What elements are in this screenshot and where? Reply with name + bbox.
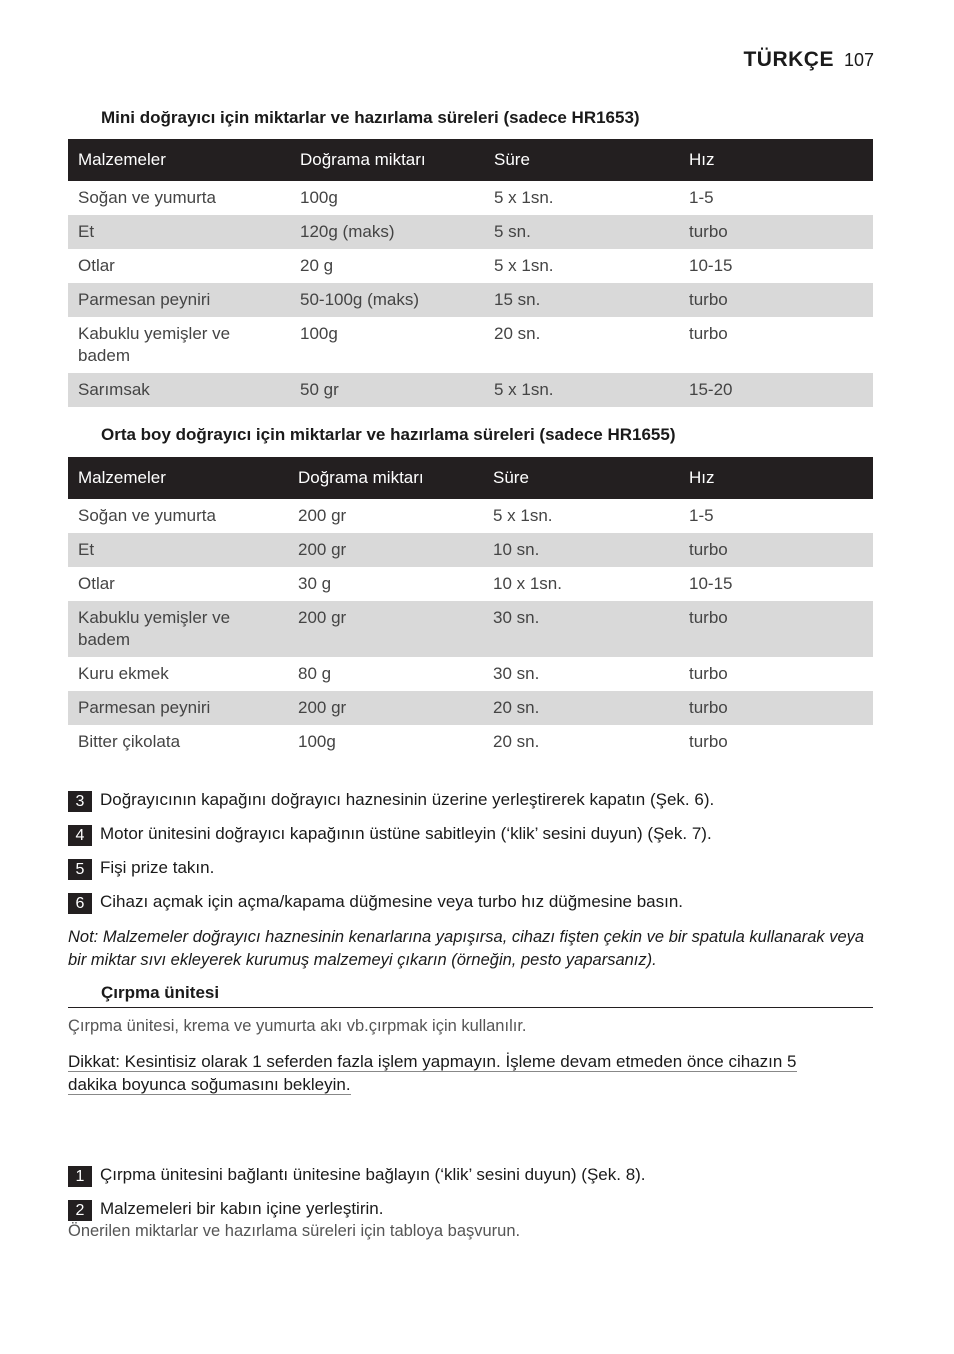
step-item xyxy=(68,892,683,914)
table1-title: Mini doğrayıcı için miktarlar ve hazırlama süreleri (sadece HR1653) xyxy=(101,108,640,127)
table-cell: Sarımsak xyxy=(68,373,290,407)
column-header: Malzemeler xyxy=(68,457,288,499)
step-text: Motor ünitesini doğrayıcı kapağının üstüne sabitleyin (‘klik’ sesini duyun) (Şek. 7). xyxy=(100,824,712,843)
table-cell: 120g (maks) xyxy=(290,215,484,249)
table-row xyxy=(68,373,873,407)
table-cell: Kabuklu yemişler ve badem xyxy=(78,324,231,365)
table-cell: 5 x 1sn. xyxy=(484,373,679,407)
column-header: Süre xyxy=(483,457,679,499)
table-cell: turbo xyxy=(679,283,873,317)
table-cell: 5 x 1sn. xyxy=(494,256,554,275)
language-label: TÜRKÇE xyxy=(743,48,834,71)
step-item xyxy=(68,824,712,846)
step-number: 2 xyxy=(68,1200,92,1221)
caution-line: dakika boyunca soğumasını bekleyin. xyxy=(68,1075,351,1094)
table-cell: 10 x 1sn. xyxy=(493,574,562,593)
table-cell: 5 x 1sn. xyxy=(493,506,553,525)
table-cell: turbo xyxy=(689,664,728,683)
table-row xyxy=(68,601,873,657)
note-text: Not: Malzemeler doğrayıcı haznesinin kenarlarına yapışırsa, cihazı fişten çekin ve bir spatula kullanarak veya bir miktar sıvı ekleyerek kurumuş malzemeyi çıkarın (örneğin, pesto yaparsanız). xyxy=(68,928,865,969)
step-text: Malzemeleri bir kabın içine yerleştirin. xyxy=(100,1199,384,1218)
table-cell: Parmesan peyniri xyxy=(68,691,288,725)
whisk-heading: Çırpma ünitesi xyxy=(101,983,220,1002)
step-number: 6 xyxy=(68,893,92,914)
table-row xyxy=(68,181,873,215)
column-header: Hız xyxy=(679,457,873,499)
table-row xyxy=(68,657,873,691)
column-header: Malzemeler xyxy=(68,139,290,181)
table-cell: 20 sn. xyxy=(493,732,540,751)
table-cell: turbo xyxy=(679,691,873,725)
table-cell: 200 gr xyxy=(288,601,483,657)
table-cell: 200 gr xyxy=(288,533,483,567)
step-text: Çırpma ünitesini bağlantı ünitesine bağlayın (‘klik’ sesini duyun) (Şek. 8). xyxy=(100,1165,646,1184)
table-cell: Et xyxy=(68,533,288,567)
table-cell: 15-20 xyxy=(679,373,873,407)
table-cell: Kabuklu yemişler ve badem xyxy=(68,601,288,657)
table-cell: Kuru ekmek xyxy=(78,664,169,683)
table-cell: 20 sn. xyxy=(494,324,541,343)
table-cell: Bitter çikolata xyxy=(78,732,181,751)
table-cell: 10-15 xyxy=(689,574,733,593)
table-cell: 30 sn. xyxy=(493,664,540,683)
table-cell: Otlar xyxy=(78,256,115,275)
table-header-row xyxy=(68,457,873,499)
table-cell: Parmesan peyniri xyxy=(68,283,290,317)
table-cell: 30 g xyxy=(298,574,332,593)
table-cell: Soğan ve yumurta xyxy=(78,188,216,207)
table-row xyxy=(68,249,873,283)
table-cell: 20 sn. xyxy=(483,691,679,725)
table-cell: 100g xyxy=(298,732,336,751)
step-text: Doğrayıcının kapağını doğrayıcı haznesinin üzerine yerleştirerek kapatın (Şek. 6). xyxy=(100,790,715,809)
step-text: Cihazı açmak için açma/kapama düğmesine veya turbo hız düğmesine basın. xyxy=(100,892,684,911)
medium-chopper-table xyxy=(68,457,873,759)
table-row xyxy=(68,283,873,317)
table-cell: 100g xyxy=(300,188,338,207)
table-row xyxy=(68,533,873,567)
whisk-description: Çırpma ünitesi, krema ve yumurta akı vb.çırpmak için kullanılır. xyxy=(68,1017,527,1035)
page-number: 107 xyxy=(843,50,874,70)
caution-text xyxy=(68,1050,858,1096)
table-cell: Soğan ve yumurta xyxy=(78,506,216,525)
table-cell: 100g xyxy=(300,324,338,343)
table-cell: 10-15 xyxy=(689,256,733,275)
table-cell: turbo xyxy=(679,533,873,567)
table-cell: turbo xyxy=(689,732,728,751)
section-divider xyxy=(68,1007,873,1008)
mini-chopper-table xyxy=(68,139,873,407)
step-text: Fişi prize takın. xyxy=(100,858,215,877)
table-cell: 5 x 1sn. xyxy=(494,188,554,207)
table-cell: 80 g xyxy=(298,664,332,683)
caution-line: Dikkat: Kesintisiz olarak 1 seferden fazla işlem yapmayın. İşleme devam etmeden önce cihazın 5 xyxy=(68,1052,797,1071)
table-cell: 10 sn. xyxy=(483,533,679,567)
column-header: Doğrama miktarı xyxy=(290,139,484,181)
table-cell: 1-5 xyxy=(689,506,714,525)
table-cell: turbo xyxy=(689,324,728,343)
table2-title: Orta boy doğrayıcı için miktarlar ve hazırlama süreleri (sadece HR1655) xyxy=(101,425,676,444)
step-number: 3 xyxy=(68,791,92,812)
table-cell: Otlar xyxy=(78,574,115,593)
step-item xyxy=(68,1165,646,1187)
column-header: Hız xyxy=(679,139,873,181)
table-row xyxy=(68,317,873,373)
table-row xyxy=(68,567,873,601)
table-row xyxy=(68,499,873,533)
table-cell: 50 gr xyxy=(290,373,484,407)
table-row xyxy=(68,691,873,725)
table-cell: 200 gr xyxy=(298,506,347,525)
table-cell: 20 g xyxy=(300,256,334,275)
table-cell: turbo xyxy=(679,601,873,657)
column-header: Doğrama miktarı xyxy=(288,457,483,499)
closing-text: Önerilen miktarlar ve hazırlama süreleri için tabloya başvurun. xyxy=(68,1222,521,1240)
step-item xyxy=(68,1199,383,1221)
table-cell: 30 sn. xyxy=(483,601,679,657)
table-header-row xyxy=(68,139,873,181)
table-cell: 200 gr xyxy=(288,691,483,725)
table-cell: turbo xyxy=(679,215,873,249)
step-number: 4 xyxy=(68,825,92,846)
step-item xyxy=(68,858,214,880)
table-cell: 15 sn. xyxy=(484,283,679,317)
table-cell: Et xyxy=(68,215,290,249)
table-cell: 1-5 xyxy=(689,188,714,207)
step-number: 1 xyxy=(68,1166,92,1187)
step-item xyxy=(68,790,714,812)
column-header: Süre xyxy=(484,139,679,181)
table-row xyxy=(68,725,873,759)
page-header xyxy=(743,48,874,72)
step-number: 5 xyxy=(68,859,92,880)
table-row xyxy=(68,215,873,249)
table-cell: 50-100g (maks) xyxy=(290,283,484,317)
table-cell: 5 sn. xyxy=(484,215,679,249)
